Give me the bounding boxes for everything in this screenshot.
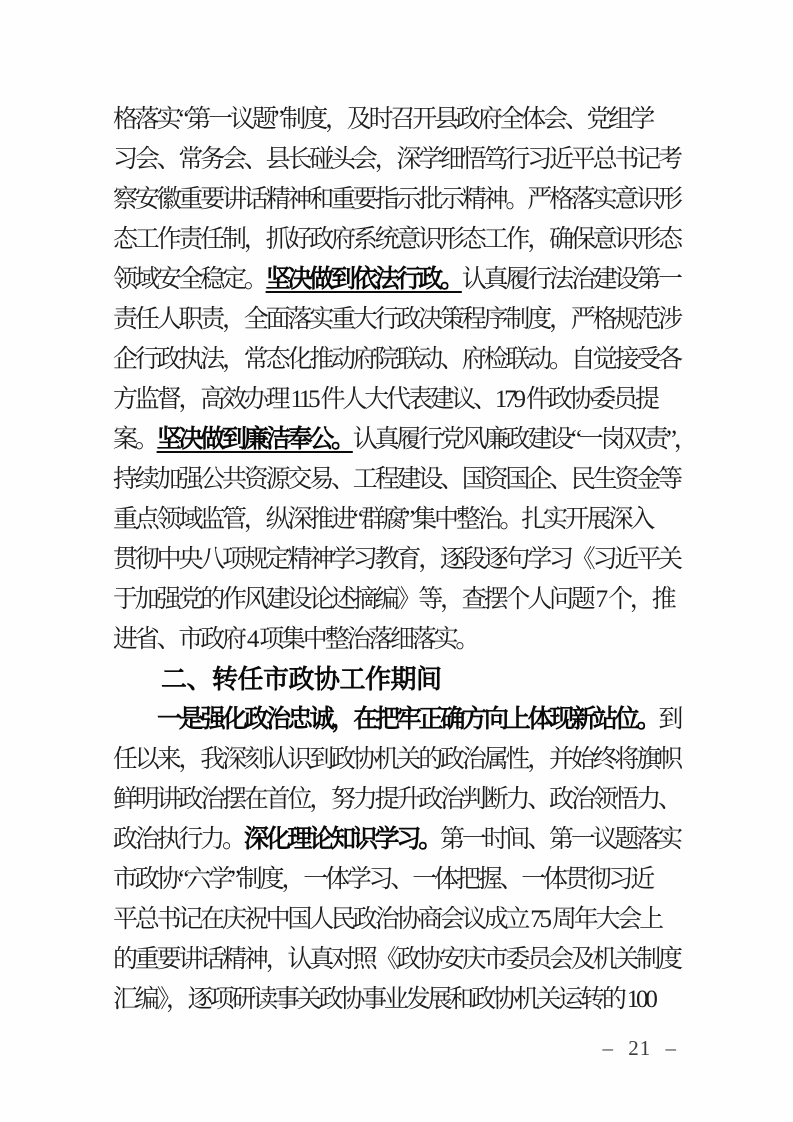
emphasis-run: 一是强化政治忠诚，在把牢正确方向上体现新站位。	[157, 706, 659, 733]
page-number: – 21 –	[602, 1036, 677, 1060]
text-line	[113, 340, 683, 380]
text-run: 贯彻中央八项规定精神学习教育，逐段逐句学习《习近平关	[113, 546, 680, 573]
text-line	[113, 900, 683, 940]
text-run: 责任人职责，全面落实重大行政决策程序制度，严格规范涉	[113, 306, 680, 333]
text-line	[113, 220, 683, 260]
section-heading	[113, 660, 683, 700]
text-line	[113, 940, 683, 980]
text-run: 习会、常务会、县长碰头会，深学细悟笃行习近平总书记考	[113, 146, 680, 173]
text-run: 格落实“第一议题”制度，及时召开县政府全体会、党组学	[113, 106, 652, 133]
text-run: 鲜明讲政治摆在首位，努力提升政治判断力、政治领悟力、	[113, 786, 680, 813]
text-line	[113, 620, 683, 660]
emphasis-run: 二、转任市政协工作期间	[161, 665, 442, 694]
document-body	[113, 100, 696, 1020]
text-run: 平总书记在庆祝中国人民政治协商会议成立 75 周年大会上	[113, 906, 661, 933]
text-line	[113, 540, 683, 580]
text-run: 认真履行党风廉政建设“一岗双责”，	[352, 426, 696, 453]
text-run: 的重要讲话精神，认真对照《政协安庆市委员会及机关制度	[113, 946, 680, 973]
emphasis-run: 坚决做到廉洁奉公。	[156, 426, 353, 453]
text-run: 认真履行法治建设第一	[461, 266, 680, 293]
text-line	[113, 260, 683, 300]
text-run: 案。	[113, 426, 157, 453]
text-run: 任以来，我深刻认识到政协机关的政治属性，并始终将旗帜	[113, 746, 680, 773]
text-line	[113, 380, 683, 420]
text-line	[113, 460, 683, 500]
text-line	[113, 500, 683, 540]
emphasis-run: 坚决做到依法行政。	[265, 266, 462, 293]
text-line	[113, 180, 683, 220]
text-line	[113, 100, 683, 140]
text-line	[113, 780, 683, 820]
text-line	[113, 580, 683, 620]
text-line	[113, 700, 683, 740]
text-run: 市政协“六学”制度，一体学习、一体把握、一体贯彻习近	[113, 866, 652, 893]
text-run: 企行政执法，常态化推动府院联动、府检联动。自觉接受各	[113, 346, 680, 373]
text-run: 方监督，高效办理 115 件人大代表建议、179 件政协委员提	[113, 386, 657, 413]
text-line	[113, 300, 683, 340]
text-line	[113, 420, 696, 460]
text-line	[113, 980, 683, 1020]
text-line	[113, 740, 683, 780]
text-run: 第一时间、第一议题落实	[440, 826, 680, 853]
text-run: 领域安全稳定。	[113, 266, 266, 293]
text-line	[113, 140, 683, 180]
text-run: 持续加强公共资源交易、工程建设、国资国企、民生资金等	[113, 466, 680, 493]
text-run: 重点领域监管，纵深推进“群腐”集中整治。扎实开展深入	[113, 506, 652, 533]
text-run: 政治执行力。	[113, 826, 244, 853]
text-run: 到	[658, 706, 681, 733]
text-line	[113, 820, 683, 860]
text-line	[113, 860, 683, 900]
text-run: 于加强党的作风建设论述摘编》等，查摆个人问题 7 个，推	[113, 586, 674, 613]
emphasis-run: 深化理论知识学习。	[243, 826, 441, 853]
text-run: 进省、市政府 4 项集中整治落细落实。	[113, 626, 478, 653]
text-run: 态工作责任制，抓好政府系统意识形态工作，确保意识形态	[113, 226, 680, 253]
text-run: 察安徽重要讲话精神和重要指示批示精神。严格落实意识形	[113, 186, 680, 213]
text-run: 汇编》，逐项研读事关政协事业发展和政协机关运转的 100	[113, 986, 655, 1013]
